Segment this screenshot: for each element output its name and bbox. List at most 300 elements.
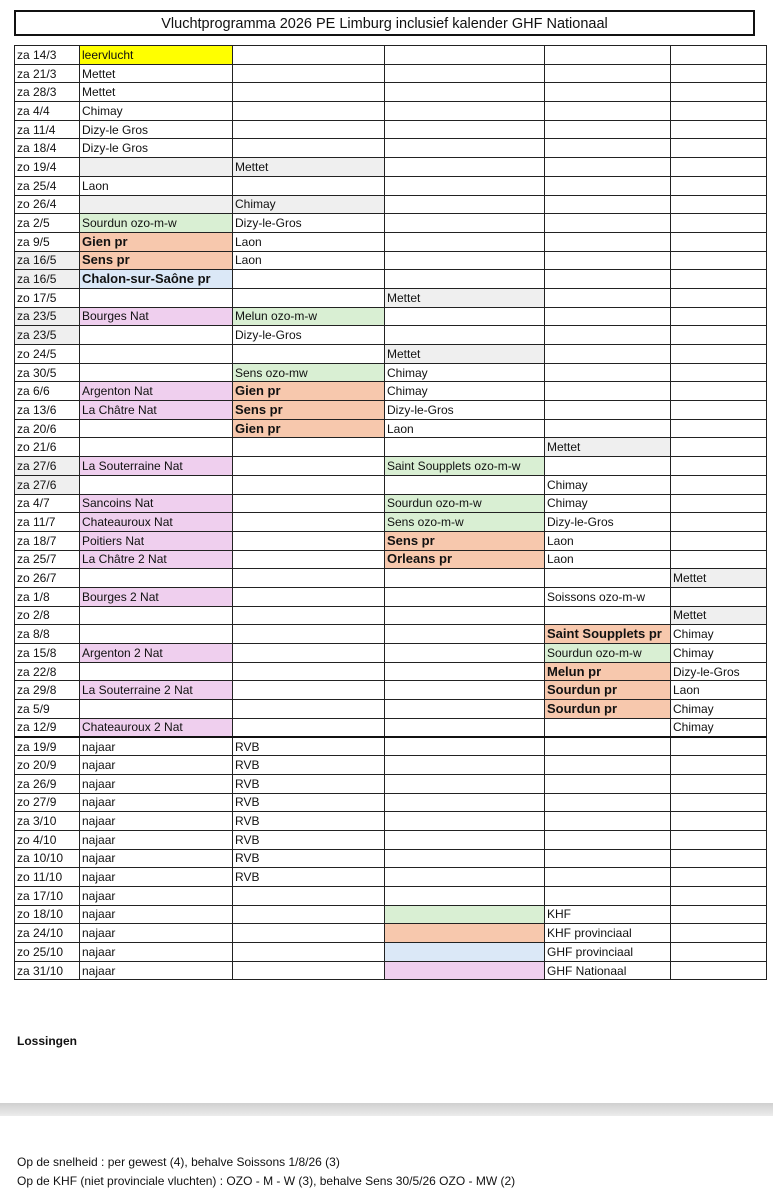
- flight-cell: [545, 158, 671, 177]
- flight-cell: [233, 961, 385, 980]
- flight-cell: [233, 606, 385, 625]
- flight-cell: Gien pr: [80, 232, 233, 251]
- flight-cell: [545, 812, 671, 831]
- table-row: [15, 830, 767, 849]
- flight-cell: [545, 718, 671, 737]
- flight-cell: Bourges 2 Nat: [80, 587, 233, 606]
- flight-cell: [545, 64, 671, 83]
- flight-cell: [233, 102, 385, 121]
- flight-cell: [80, 419, 233, 438]
- flight-cell: najaar: [80, 737, 233, 756]
- flight-cell: RVB: [233, 868, 385, 887]
- flight-cell: [233, 550, 385, 569]
- date-cell: zo 17/5: [15, 288, 80, 307]
- date-cell: zo 2/8: [15, 606, 80, 625]
- flight-cell: [671, 961, 767, 980]
- flight-cell: RVB: [233, 793, 385, 812]
- flight-cell: Mettet: [671, 569, 767, 588]
- flight-cell: [671, 587, 767, 606]
- flight-cell: [233, 587, 385, 606]
- flight-cell: [80, 625, 233, 644]
- flight-cell: [671, 64, 767, 83]
- flight-cell: [80, 606, 233, 625]
- table-row: [15, 251, 767, 270]
- flight-cell: Chalon-sur-Saône pr: [80, 270, 233, 289]
- flight-cell: [671, 326, 767, 345]
- table-row: [15, 606, 767, 625]
- flight-cell: [671, 774, 767, 793]
- flight-cell: [385, 700, 545, 719]
- table-row: [15, 718, 767, 737]
- flight-cell: Mettet: [385, 345, 545, 364]
- flight-cell: [545, 569, 671, 588]
- flight-cell: Chimay: [671, 644, 767, 663]
- date-cell: za 28/3: [15, 83, 80, 102]
- flight-cell: [385, 326, 545, 345]
- table-row: [15, 662, 767, 681]
- date-cell: za 10/10: [15, 849, 80, 868]
- flight-cell: [671, 905, 767, 924]
- flight-cell: [80, 475, 233, 494]
- date-cell: za 25/7: [15, 550, 80, 569]
- flight-cell: [671, 475, 767, 494]
- flight-cell: RVB: [233, 812, 385, 831]
- table-row: [15, 438, 767, 457]
- date-cell: za 11/7: [15, 513, 80, 532]
- flight-cell: [385, 83, 545, 102]
- table-row: [15, 307, 767, 326]
- date-cell: za 25/4: [15, 176, 80, 195]
- table-row: [15, 326, 767, 345]
- flight-cell: [233, 943, 385, 962]
- lossingen-label: Lossingen: [17, 1034, 78, 1048]
- table-row: [15, 756, 767, 775]
- flight-cell: RVB: [233, 756, 385, 775]
- date-cell: za 17/10: [15, 886, 80, 905]
- table-row: [15, 849, 767, 868]
- note-khf: Op de KHF (niet provinciale vluchten) : OZO - M - W (3), behalve Sens 30/5/26 OZO - MW (2): [17, 1174, 516, 1188]
- flight-cell: [233, 662, 385, 681]
- flight-cell: Sancoins Nat: [80, 494, 233, 513]
- flight-cell: [385, 64, 545, 83]
- flight-cell: Chimay: [385, 363, 545, 382]
- flight-cell: Gien pr: [233, 419, 385, 438]
- flight-cell: [671, 195, 767, 214]
- schedule-table: [14, 45, 767, 980]
- date-cell: za 4/7: [15, 494, 80, 513]
- flight-cell: Mettet: [80, 83, 233, 102]
- flight-cell: najaar: [80, 961, 233, 980]
- flight-cell: [385, 681, 545, 700]
- table-row: [15, 270, 767, 289]
- flight-cell: KHF provinciaal: [545, 924, 671, 943]
- flight-cell: [671, 886, 767, 905]
- flight-cell: [385, 46, 545, 65]
- flight-cell: [385, 868, 545, 887]
- table-row: [15, 943, 767, 962]
- flight-cell: [671, 438, 767, 457]
- date-cell: zo 21/6: [15, 438, 80, 457]
- flight-cell: [233, 531, 385, 550]
- table-row: [15, 587, 767, 606]
- flight-cell: najaar: [80, 756, 233, 775]
- flight-cell: [545, 232, 671, 251]
- flight-cell: [385, 176, 545, 195]
- flight-cell: Dizy-le-Gros: [671, 662, 767, 681]
- flight-cell: [671, 550, 767, 569]
- flight-cell: [80, 438, 233, 457]
- flight-cell: [545, 214, 671, 233]
- flight-cell: Poitiers Nat: [80, 531, 233, 550]
- flight-cell: [80, 662, 233, 681]
- flight-cell: [545, 102, 671, 121]
- flight-cell: Dizy-le-Gros: [233, 214, 385, 233]
- flight-cell: najaar: [80, 812, 233, 831]
- flight-cell: [545, 326, 671, 345]
- table-row: [15, 774, 767, 793]
- flight-cell: [671, 812, 767, 831]
- flight-cell: [385, 307, 545, 326]
- flight-cell: Mettet: [80, 64, 233, 83]
- flight-cell: Sourdun pr: [545, 700, 671, 719]
- date-cell: zo 27/9: [15, 793, 80, 812]
- table-row: [15, 513, 767, 532]
- date-cell: za 23/5: [15, 326, 80, 345]
- table-row: [15, 625, 767, 644]
- date-cell: zo 20/9: [15, 756, 80, 775]
- flight-cell: Dizy-le Gros: [80, 139, 233, 158]
- flight-cell: [233, 475, 385, 494]
- flight-cell: [545, 345, 671, 364]
- flight-cell: [385, 756, 545, 775]
- flight-cell: [385, 961, 545, 980]
- table-row: [15, 886, 767, 905]
- flight-cell: [80, 569, 233, 588]
- table-row: [15, 494, 767, 513]
- date-cell: za 27/6: [15, 457, 80, 476]
- flight-cell: [233, 438, 385, 457]
- flight-cell: [545, 830, 671, 849]
- flight-cell: Chimay: [545, 494, 671, 513]
- flight-cell: [385, 270, 545, 289]
- flight-cell: [671, 288, 767, 307]
- flight-cell: [545, 120, 671, 139]
- flight-cell: RVB: [233, 737, 385, 756]
- flight-cell: [545, 756, 671, 775]
- date-cell: za 30/5: [15, 363, 80, 382]
- table-row: [15, 924, 767, 943]
- flight-cell: Soissons ozo-m-w: [545, 587, 671, 606]
- flight-cell: Sourdun ozo-m-w: [545, 644, 671, 663]
- flight-cell: [545, 288, 671, 307]
- flight-cell: Chimay: [671, 625, 767, 644]
- date-cell: za 5/9: [15, 700, 80, 719]
- flight-cell: [233, 46, 385, 65]
- table-row: [15, 345, 767, 364]
- flight-cell: Laon: [545, 531, 671, 550]
- flight-cell: [671, 513, 767, 532]
- flight-cell: [671, 251, 767, 270]
- flight-cell: [671, 307, 767, 326]
- flight-cell: [545, 401, 671, 420]
- flight-cell: Gien pr: [233, 382, 385, 401]
- flight-cell: [233, 457, 385, 476]
- flight-cell: La Souterraine Nat: [80, 457, 233, 476]
- table-row: [15, 793, 767, 812]
- flight-cell: Laon: [233, 232, 385, 251]
- flight-cell: [385, 737, 545, 756]
- date-cell: za 6/6: [15, 382, 80, 401]
- flight-cell: [671, 176, 767, 195]
- flight-cell: [545, 886, 671, 905]
- table-row: [15, 644, 767, 663]
- flight-cell: [545, 419, 671, 438]
- flight-cell: [385, 120, 545, 139]
- table-row: [15, 419, 767, 438]
- flight-cell: [545, 363, 671, 382]
- date-cell: za 19/9: [15, 737, 80, 756]
- flight-cell: [385, 886, 545, 905]
- date-cell: zo 25/10: [15, 943, 80, 962]
- note-snelheid: Op de snelheid : per gewest (4), behalve Soissons 1/8/26 (3): [17, 1155, 340, 1169]
- flight-cell: [385, 718, 545, 737]
- table-row: [15, 139, 767, 158]
- flight-cell: [385, 606, 545, 625]
- date-cell: za 8/8: [15, 625, 80, 644]
- flight-cell: [671, 793, 767, 812]
- flight-cell: Mettet: [671, 606, 767, 625]
- flight-cell: Sens pr: [80, 251, 233, 270]
- date-cell: za 12/9: [15, 718, 80, 737]
- flight-cell: Sens pr: [385, 531, 545, 550]
- table-row: [15, 475, 767, 494]
- flight-cell: [545, 793, 671, 812]
- flight-cell: [671, 139, 767, 158]
- flight-cell: [385, 195, 545, 214]
- flight-cell: [233, 176, 385, 195]
- flight-cell: Dizy-le-Gros: [545, 513, 671, 532]
- date-cell: za 23/5: [15, 307, 80, 326]
- flight-cell: [385, 774, 545, 793]
- flight-cell: [671, 924, 767, 943]
- flight-cell: leervlucht: [80, 46, 233, 65]
- flight-cell: [671, 158, 767, 177]
- flight-cell: [545, 307, 671, 326]
- table-row: [15, 531, 767, 550]
- date-cell: zo 18/10: [15, 905, 80, 924]
- flight-cell: [671, 531, 767, 550]
- flight-cell: [385, 943, 545, 962]
- flight-cell: Laon: [385, 419, 545, 438]
- flight-cell: [385, 830, 545, 849]
- flight-cell: [233, 513, 385, 532]
- flight-cell: [671, 419, 767, 438]
- date-cell: za 3/10: [15, 812, 80, 831]
- flight-cell: [385, 662, 545, 681]
- flight-cell: [671, 363, 767, 382]
- flight-cell: [545, 46, 671, 65]
- table-row: [15, 158, 767, 177]
- flight-cell: Mettet: [233, 158, 385, 177]
- flight-cell: [671, 830, 767, 849]
- flight-cell: [671, 120, 767, 139]
- date-cell: za 24/10: [15, 924, 80, 943]
- flight-cell: [80, 195, 233, 214]
- date-cell: za 18/4: [15, 139, 80, 158]
- flight-cell: [233, 700, 385, 719]
- date-cell: za 29/8: [15, 681, 80, 700]
- flight-cell: Sens pr: [233, 401, 385, 420]
- flight-cell: [385, 232, 545, 251]
- flight-cell: [385, 644, 545, 663]
- flight-cell: RVB: [233, 849, 385, 868]
- flight-cell: [233, 718, 385, 737]
- flight-cell: [233, 644, 385, 663]
- flight-cell: RVB: [233, 830, 385, 849]
- flight-cell: [385, 812, 545, 831]
- flight-cell: RVB: [233, 774, 385, 793]
- flight-cell: [385, 924, 545, 943]
- flight-cell: [385, 569, 545, 588]
- flight-cell: Dizy-le-Gros: [385, 401, 545, 420]
- flight-cell: Sourdun pr: [545, 681, 671, 700]
- table-row: [15, 737, 767, 756]
- table-row: [15, 401, 767, 420]
- table-row: [15, 46, 767, 65]
- table-row: [15, 905, 767, 924]
- flight-cell: [80, 700, 233, 719]
- table-row: [15, 102, 767, 121]
- date-cell: zo 19/4: [15, 158, 80, 177]
- date-cell: za 14/3: [15, 46, 80, 65]
- flight-cell: [671, 494, 767, 513]
- flight-cell: [385, 139, 545, 158]
- table-row: [15, 363, 767, 382]
- table-row: [15, 176, 767, 195]
- flight-cell: [233, 625, 385, 644]
- flight-cell: [545, 868, 671, 887]
- flight-cell: [233, 924, 385, 943]
- flight-cell: La Châtre 2 Nat: [80, 550, 233, 569]
- flight-cell: [671, 214, 767, 233]
- flight-cell: [671, 83, 767, 102]
- flight-cell: [385, 587, 545, 606]
- flight-cell: Laon: [80, 176, 233, 195]
- schedule-body: [15, 46, 767, 980]
- flight-cell: Chimay: [233, 195, 385, 214]
- flight-cell: Orleans pr: [385, 550, 545, 569]
- flight-cell: [545, 251, 671, 270]
- flight-cell: najaar: [80, 774, 233, 793]
- flight-cell: najaar: [80, 886, 233, 905]
- table-row: [15, 232, 767, 251]
- flight-cell: najaar: [80, 868, 233, 887]
- flight-cell: [545, 606, 671, 625]
- date-cell: za 9/5: [15, 232, 80, 251]
- date-cell: za 27/6: [15, 475, 80, 494]
- table-row: [15, 83, 767, 102]
- flight-cell: [545, 382, 671, 401]
- flight-cell: [671, 232, 767, 251]
- flight-cell: Sourdun ozo-m-w: [385, 494, 545, 513]
- flight-cell: GHF Nationaal: [545, 961, 671, 980]
- flight-cell: [233, 345, 385, 364]
- flight-cell: [80, 363, 233, 382]
- table-row: [15, 812, 767, 831]
- flight-cell: [545, 457, 671, 476]
- date-cell: zo 26/4: [15, 195, 80, 214]
- flight-cell: [80, 345, 233, 364]
- flight-cell: Chimay: [385, 382, 545, 401]
- date-cell: za 15/8: [15, 644, 80, 663]
- flight-cell: GHF provinciaal: [545, 943, 671, 962]
- flight-cell: [545, 737, 671, 756]
- flight-cell: Chimay: [671, 700, 767, 719]
- flight-cell: Laon: [671, 681, 767, 700]
- table-row: [15, 550, 767, 569]
- table-row: [15, 382, 767, 401]
- flight-cell: La Souterraine 2 Nat: [80, 681, 233, 700]
- page-divider: [0, 1103, 773, 1116]
- flight-cell: [233, 905, 385, 924]
- page-title: Vluchtprogramma 2026 PE Limburg inclusief kalender GHF Nationaal: [14, 10, 755, 36]
- flight-cell: Saint Soupplets pr: [545, 625, 671, 644]
- flight-cell: Bourges Nat: [80, 307, 233, 326]
- flight-cell: [80, 288, 233, 307]
- flight-cell: Laon: [545, 550, 671, 569]
- flight-cell: [233, 886, 385, 905]
- table-row: [15, 457, 767, 476]
- flight-cell: [545, 176, 671, 195]
- flight-cell: [233, 83, 385, 102]
- flight-cell: [671, 345, 767, 364]
- date-cell: za 26/9: [15, 774, 80, 793]
- flight-cell: [385, 251, 545, 270]
- flight-cell: Chimay: [80, 102, 233, 121]
- date-cell: zo 26/7: [15, 569, 80, 588]
- flight-cell: [233, 494, 385, 513]
- flight-cell: Chateauroux Nat: [80, 513, 233, 532]
- flight-cell: Mettet: [545, 438, 671, 457]
- flight-cell: Dizy-le-Gros: [233, 326, 385, 345]
- date-cell: za 22/8: [15, 662, 80, 681]
- flight-cell: [233, 681, 385, 700]
- flight-cell: Saint Soupplets ozo-m-w: [385, 457, 545, 476]
- table-row: [15, 868, 767, 887]
- flight-cell: [545, 270, 671, 289]
- date-cell: za 2/5: [15, 214, 80, 233]
- flight-cell: [385, 158, 545, 177]
- flight-cell: najaar: [80, 849, 233, 868]
- flight-cell: Chimay: [671, 718, 767, 737]
- flight-cell: [671, 943, 767, 962]
- date-cell: za 16/5: [15, 251, 80, 270]
- flight-cell: najaar: [80, 830, 233, 849]
- flight-cell: najaar: [80, 924, 233, 943]
- table-row: [15, 214, 767, 233]
- flight-cell: Chateauroux 2 Nat: [80, 718, 233, 737]
- flight-cell: Argenton 2 Nat: [80, 644, 233, 663]
- flight-cell: [671, 401, 767, 420]
- date-cell: za 21/3: [15, 64, 80, 83]
- flight-cell: [671, 457, 767, 476]
- date-cell: za 4/4: [15, 102, 80, 121]
- flight-cell: Sens ozo-mw: [233, 363, 385, 382]
- date-cell: zo 24/5: [15, 345, 80, 364]
- flight-cell: Sourdun ozo-m-w: [80, 214, 233, 233]
- flight-cell: [545, 139, 671, 158]
- date-cell: zo 11/10: [15, 868, 80, 887]
